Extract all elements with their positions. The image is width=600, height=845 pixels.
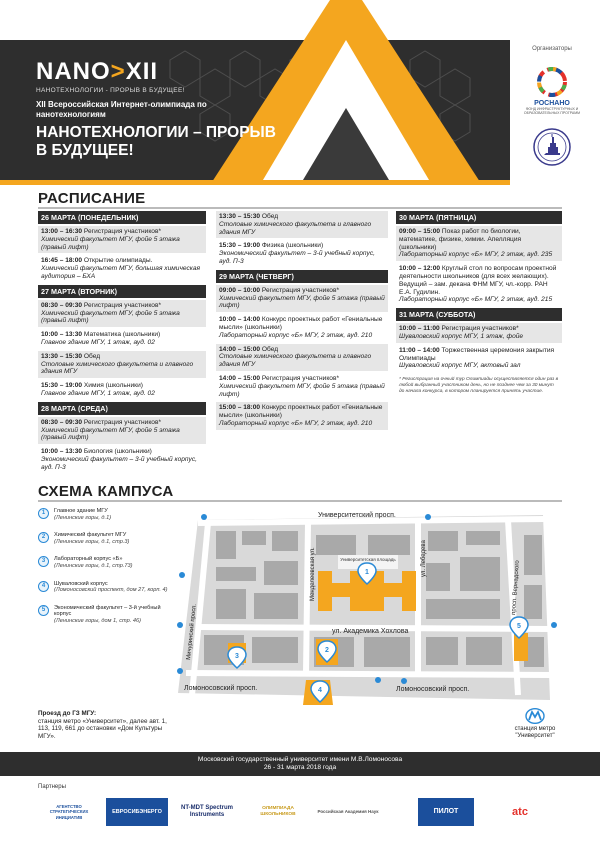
legend-address: (Ленинские горы, д.1, стр.73) — [54, 562, 133, 569]
schedule-event — [38, 255, 206, 282]
main-title: НАНОТЕХНОЛОГИИ – ПРОРЫВ В БУДУЩЕЕ! — [36, 124, 276, 159]
event-time: 15:30 – 19:00 — [41, 382, 83, 390]
street-vernadskogo: просп. Вернадского — [511, 560, 521, 616]
event-time: 13:30 – 15:30 — [41, 352, 83, 360]
msu-emblem-icon — [532, 127, 572, 167]
legend-name: Главное здание МГУ — [54, 508, 108, 514]
schedule-title: РАСПИСАНИЕ — [38, 190, 146, 207]
legend-item — [38, 556, 173, 569]
event-location: Главное здание МГУ, 1 этаж, ауд. 02 — [41, 338, 155, 346]
event-title: Обед — [261, 345, 279, 353]
svg-text:1: 1 — [365, 569, 369, 576]
street-lomonosovsky-left: Ломоносовский просп. — [184, 685, 258, 692]
event-location: Экономический факультет – 3-й учебный корпус, ауд. П-3 — [219, 250, 375, 265]
schedule-event — [38, 417, 206, 444]
event-time: 09:00 – 15:00 — [399, 228, 441, 235]
legend-address: (Ломоносовский проспект, дом 27, корп. 4) — [54, 587, 168, 594]
legend-name: Лабораторный корпус «Б» — [54, 556, 123, 563]
event-title: Физика (школьники) — [261, 242, 324, 250]
schedule-event — [38, 380, 206, 400]
event-title: Регистрация участников* — [83, 418, 162, 426]
street-mendeleevskaya: Менделеевская ул. — [310, 547, 316, 601]
map-pin-icon: 2 — [38, 532, 49, 543]
route-title: Проезд до ГЗ МГУ: — [38, 710, 97, 717]
legend-address: (Ленинские горы, д.1) — [54, 514, 112, 521]
event-time: 08:30 – 09:30 — [41, 301, 83, 309]
schedule-event — [396, 345, 562, 372]
registration-footnote: * Регистрация на очный тур Олимпиады осуществляется один раз в любой выбранный участником день, но не позднее чем за 30 минут до начала конкурса, в котором планируется принять участие. — [399, 377, 559, 395]
schedule-column-3 — [396, 211, 562, 395]
event-time: 10:00 – 11:00 — [399, 325, 440, 333]
event-title: Регистрация участников* — [83, 228, 162, 235]
street-lebedeva: ул. Лебедева — [421, 540, 427, 577]
event-title: Регистрация участников* — [441, 325, 519, 333]
day-header: 31 МАРТА (СУББОТА) — [396, 308, 562, 321]
event-time: 16:45 – 18:00 — [41, 257, 83, 265]
header — [0, 0, 600, 185]
event-location: Химический факультет МГУ, фойе 5 этажа (правый лифт) — [41, 426, 180, 442]
schedule-event — [216, 373, 388, 400]
event-location: Химический факультет МГУ, фойе 5 этажа (правый лифт) — [219, 382, 385, 398]
event-title: Конкурс проектных работ «Гениальные мысли» (школьники) — [219, 316, 383, 331]
schedule-event — [38, 446, 206, 473]
building-5 — [514, 633, 528, 661]
map-pin-icon: 1 — [38, 508, 49, 519]
route-info — [38, 710, 178, 740]
logo-tagline: НАНОТЕХНОЛОГИИ - ПРОРЫВ В БУДУЩЕЕ! — [36, 87, 185, 94]
partner-logo: АГЕНТСТВО СТРАТЕГИЧЕСКИХ ИНИЦИАТИВ — [49, 804, 89, 820]
event-time: 10:00 – 12:00 — [399, 265, 441, 273]
day-header: 26 МАРТА (ПОНЕДЕЛЬНИК) — [38, 211, 206, 224]
organizers-label: Организаторы — [532, 46, 572, 52]
campus-title: СХЕМА КАМПУСА — [38, 483, 174, 500]
event-title: Биология (школьники) — [83, 448, 152, 456]
organizers — [512, 46, 592, 167]
event-location: Химический факультет МГУ, фойе 5 этажа (правый лифт) — [219, 294, 385, 310]
legend-address: (Ленинские горы, д.1, стр.3) — [54, 538, 130, 545]
legend-item — [38, 508, 173, 521]
campus-divider — [38, 500, 562, 502]
map-pin-icon: 4 — [38, 581, 49, 592]
footer-dates: 26 - 31 марта 2018 года — [263, 764, 337, 771]
event-title: Показ работ по биологии, математике, физике, химии. Апелляция (школьники) — [399, 228, 522, 251]
day-header: 27 МАРТА (ВТОРНИК) — [38, 285, 206, 298]
event-title: Химия (школьники) — [83, 382, 143, 390]
schedule-event — [396, 263, 562, 306]
event-title: Регистрация участников* — [261, 286, 340, 294]
schedule-column-2 — [216, 211, 388, 432]
day-header: 29 МАРТА (ЧЕТВЕРГ) — [216, 270, 388, 283]
event-location: Столовые химического факультета и главного здания МГУ — [219, 220, 372, 236]
event-title: Круглый стол по вопросам проектной деятельности школьников (для всех желающих). Ведущий – зам. декана ФНМ МГУ, чл.-корр. РАН Е.А. Гудилин. — [399, 265, 557, 296]
event-location: Лабораторный корпус «Б» МГУ, 2 этаж, ауд. 235 — [399, 251, 553, 259]
event-title: Обед — [261, 213, 279, 220]
event-location: Химический факультет МГУ, фойе 5 этажа (правый лифт) — [41, 309, 180, 325]
event-time: 15:30 – 19:00 — [219, 242, 261, 250]
event-location: Лабораторный корпус «Б» МГУ, 2 этаж, ауд. 210 — [219, 331, 373, 339]
svg-text:2: 2 — [325, 647, 329, 654]
partner-logo: atc — [512, 806, 528, 818]
event-time: 14:00 – 15:00 — [219, 374, 261, 382]
partner-logo: ЕВРОСИБЭНЕРГО — [106, 798, 168, 826]
event-time: 10:00 – 14:00 — [219, 316, 261, 324]
svg-text:3: 3 — [235, 653, 239, 660]
rosnano-logo-icon — [536, 66, 568, 98]
metro-station — [505, 708, 565, 740]
partner-logo: NT-MDT Spectrum Instruments — [180, 805, 233, 818]
university-square-label: Университетская площадь — [340, 557, 396, 562]
event-time: 13:00 – 16:30 — [41, 228, 83, 235]
rosnano-subtitle: ФОНД ИНФРАСТРУКТУРНЫХ И ОБРАЗОВАТЕЛЬНЫХ ПРОГРАММ — [523, 107, 581, 115]
schedule-event — [216, 211, 388, 238]
schedule-event — [216, 314, 388, 341]
event-time: 10:00 – 13:30 — [41, 448, 83, 456]
event-time: 13:30 – 15:30 — [219, 213, 261, 220]
event-time: 11:00 – 14:00 — [399, 346, 440, 354]
metro-icon — [525, 708, 545, 724]
schedule-event — [396, 226, 562, 261]
street-michurinsky: Мичуринский просп. — [186, 603, 198, 661]
partners-label: Партнеры — [38, 784, 66, 790]
campus-map — [168, 505, 560, 710]
legend-item — [38, 605, 173, 625]
day-header: 28 МАРТА (СРЕДА) — [38, 402, 206, 415]
event-title: Математика (школьники) — [83, 331, 161, 339]
partner-logo: ПИЛОТ — [418, 798, 474, 826]
event-title: Торжественная церемония закрытия Олимпиады — [399, 346, 555, 362]
schedule-event — [216, 402, 388, 429]
day-header: 30 МАРТА (ПЯТНИЦА) — [396, 211, 562, 224]
map-pin-icon: 5 — [38, 605, 49, 616]
event-title: Конкурс проектных работ «Гениальные мысли» (школьники) — [219, 404, 383, 420]
event-title: Открытие олимпиады. — [83, 257, 153, 265]
svg-text:4: 4 — [318, 687, 322, 694]
event-time: 10:00 – 13:30 — [41, 331, 83, 339]
event-location: Столовые химического факультета и главного здания МГУ — [219, 353, 372, 369]
schedule-event — [216, 240, 388, 267]
schedule-event — [38, 300, 206, 327]
partner-logo: ОЛИМПИАДА ШКОЛЬНИКОВ — [260, 806, 296, 817]
event-title: Регистрация участников* — [83, 301, 162, 309]
legend-item — [38, 581, 173, 594]
schedule-event — [38, 226, 206, 253]
event-time: 14:00 – 15:00 — [219, 345, 261, 353]
svg-text:5: 5 — [517, 623, 521, 630]
schedule-column-1 — [38, 211, 206, 476]
event-location: Химический факультет МГУ, большая химическая аудитория – БХА — [41, 265, 201, 280]
event-location: Лабораторный корпус «Б» МГУ, 2 этаж, ауд. 215 — [399, 296, 553, 304]
legend-name: Шуваловский корпус — [54, 580, 108, 587]
map-legend — [38, 508, 173, 636]
event-location: Химический факультет МГУ, фойе 5 этажа (правый лифт) — [41, 235, 180, 251]
olympiad-title: XII Всероссийская Интернет-олимпиада по нанотехнологиям — [36, 100, 207, 119]
nano-logo: NANO>XII — [36, 58, 159, 85]
event-location: Главное здание МГУ, 1 этаж, ауд. 02 — [41, 389, 155, 397]
schedule-column-3-items — [396, 211, 562, 372]
legend-address: (Ленинские горы, дом 1, стр. 46) — [54, 617, 141, 624]
street-university: Университетский просп. — [318, 512, 396, 519]
schedule-event — [38, 329, 206, 349]
event-time: 08:30 – 09:30 — [41, 418, 83, 426]
partner-logo: Российская Академия Наук — [317, 809, 379, 815]
event-title: Регистрация участников* — [261, 374, 340, 382]
event-location: Столовые химического факультета и главного здания МГУ — [41, 360, 194, 376]
event-location: Шуваловский корпус МГУ, 1 этаж, фойе — [399, 332, 524, 340]
event-location: Лабораторный корпус «Б» МГУ, 2 этаж, ауд. 210 — [219, 419, 373, 427]
metro-label: станция метро "Университет" — [514, 726, 556, 739]
legend-item — [38, 532, 173, 545]
legend-name: Химический факультет МГУ — [54, 532, 127, 539]
street-lomonosovsky-right: Ломоносовский просп. — [396, 686, 470, 693]
event-location: Экономический факультет – 3-й учебный корпус, ауд. П-3 — [41, 455, 197, 471]
legend-name: Экономический факультет – 3-й учебный корпус — [54, 604, 161, 618]
schedule-event — [396, 323, 562, 343]
schedule-event — [38, 351, 206, 378]
rosnano-name: РОСНАНО — [534, 100, 570, 107]
footer-university: Московский государственный университет имени М.В.Ломоносова — [197, 756, 403, 763]
schedule-event — [216, 285, 388, 312]
event-time: 09:00 – 10:00 — [219, 286, 261, 294]
event-time: 15:00 – 18:00 — [219, 404, 261, 412]
route-text: станция метро «Университет», далее авт. 1, 113, 119, 661 до остановки «Дом Культуры МГУ». — [38, 717, 167, 740]
schedule-divider — [38, 207, 562, 209]
map-pin-icon: 3 — [38, 556, 49, 567]
schedule-event — [216, 344, 388, 371]
event-location: Шуваловский корпус МГУ, актовый зал — [399, 362, 521, 370]
partners-row — [38, 798, 562, 828]
footer-band — [0, 752, 600, 776]
street-khokhlova: ул. Академика Хохлова — [332, 628, 409, 635]
event-title: Обед — [83, 352, 101, 360]
